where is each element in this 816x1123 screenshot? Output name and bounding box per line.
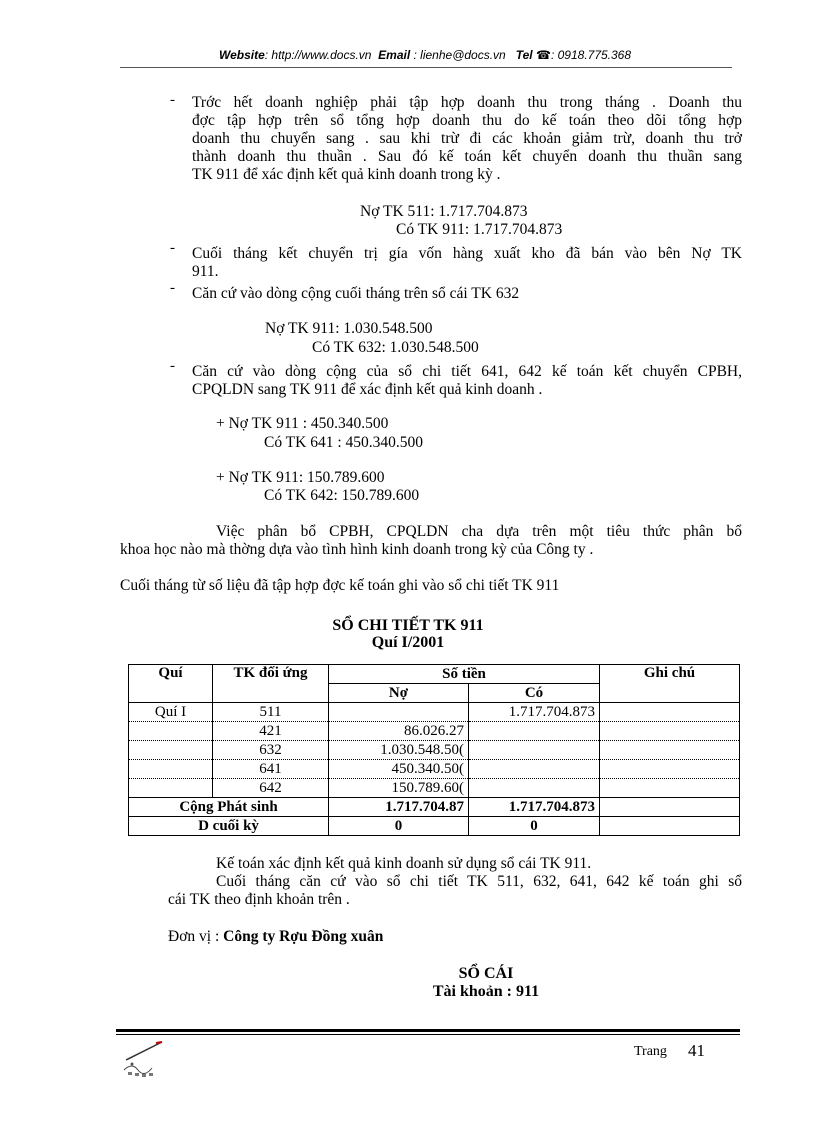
entry-3-credit: Có TK 641 : 450.340.500 bbox=[264, 434, 424, 451]
total-row bbox=[129, 798, 740, 817]
phone-icon: ☎ bbox=[536, 48, 551, 62]
bullet-2: Cuối tháng kết chuyển trị gía vốn hàng xuất kho đã bán vào bên Nợ TK 911. bbox=[192, 245, 742, 280]
unit-label: Đơn vị : bbox=[168, 928, 220, 945]
header-divider bbox=[120, 67, 732, 68]
table-row: 642 150.789.60( bbox=[129, 779, 740, 798]
tel-label: Tel bbox=[515, 48, 533, 62]
email-label: Email bbox=[378, 48, 411, 62]
entry-4-debit: + Nợ TK 911: 150.789.600 bbox=[216, 469, 385, 486]
table-row: 641 450.340.50( bbox=[129, 760, 740, 779]
ledger-table-tk911 bbox=[128, 664, 740, 836]
table-row: Quí I 511 1.717.704.873 bbox=[129, 703, 740, 722]
bullet-3: Căn cứ vào dòng cộng cuối tháng trên sổ cái TK 632 bbox=[192, 285, 520, 302]
entry-3-debit: + Nợ TK 911 : 450.340.500 bbox=[216, 415, 389, 432]
col-header-sotien: Số tiền bbox=[329, 665, 600, 684]
paragraph-posting: Cuối tháng căn cứ vào sổ chi tiết TK 511, 632, 641, 642 kế toán ghi sổ cái TK theo định khoản trên . bbox=[168, 873, 742, 908]
paragraph-ledger-usage: Kế toán xác định kết quả kinh doanh sử dụng sổ cái TK 911. bbox=[216, 855, 592, 872]
unit-value: Công ty Rợu Đồng xuân bbox=[223, 928, 384, 945]
col-header-ghichu: Ghi chú bbox=[600, 665, 740, 703]
ledger-title: SỔ CHI TIẾT TK 911 bbox=[332, 617, 484, 634]
bullet-dash: - bbox=[170, 240, 175, 256]
paragraph-month-end: Cuối tháng từ số liệu đã tập hợp đợc kế toán ghi vào sổ chi tiết TK 911 bbox=[120, 577, 560, 594]
entry-2-debit: Nợ TK 911: 1.030.548.500 bbox=[265, 320, 433, 337]
footer-page-label: Trang bbox=[634, 1044, 667, 1059]
col-header-co: Có bbox=[469, 684, 600, 703]
total-co: 1.717.704.873 bbox=[469, 798, 600, 817]
entry-1-debit: Nợ TK 511: 1.717.704.873 bbox=[360, 203, 528, 220]
website-value: : http://www.docs.vn bbox=[264, 48, 372, 62]
website-label: Website bbox=[218, 48, 265, 62]
bullet-dash: - bbox=[170, 280, 175, 296]
entry-4-credit: Có TK 642: 150.789.600 bbox=[264, 487, 420, 504]
entry-2-credit: Có TK 632: 1.030.548.500 bbox=[312, 339, 479, 356]
col-header-tk: TK đối ứng bbox=[213, 665, 329, 703]
total-no: 1.717.704.87 bbox=[329, 798, 469, 817]
page-header bbox=[120, 48, 730, 62]
email-value: : lienhe@docs.vn bbox=[413, 48, 506, 62]
socai-title: SỔ CÁI bbox=[458, 965, 514, 982]
bullet-dash: - bbox=[170, 358, 175, 374]
tel-value: : 0918.775.368 bbox=[550, 48, 632, 62]
closing-balance-row bbox=[129, 817, 740, 836]
bullet-1: Trớc hết doanh nghiệp phải tập hợp doanh thu trong tháng . Doanh thu đợc tập hợp trên sổ tổng hợp doanh thu do kế toán theo dõi tổng hợp doanh thu chuyển sang . sau khi trừ đi các khoản giảm trừ, doanh thu trở thành doanh thu thuần . Sau đó kế toán kết chuyển doanh thu thuần sang TK 911 để xác định kết quả kinh doanh trong kỳ . bbox=[192, 94, 742, 183]
entry-1-credit: Có TK 911: 1.717.704.873 bbox=[396, 221, 563, 238]
paragraph-allocation: Việc phân bổ CPBH, CPQLDN cha dựa trên một tiêu thức phân bổ khoa học nào mà thờng dựa vào tình hình kinh doanh trong kỳ của Công ty . bbox=[120, 523, 742, 558]
footer-divider-thin bbox=[116, 1034, 740, 1035]
col-header-qui: Quí bbox=[129, 665, 213, 703]
writing-logo-icon bbox=[118, 1040, 166, 1082]
total-label: Cộng Phát sinh bbox=[129, 798, 329, 817]
unit-line bbox=[168, 928, 383, 946]
closing-co: 0 bbox=[469, 817, 600, 836]
bullet-dash: - bbox=[170, 92, 175, 108]
col-header-no: Nợ bbox=[329, 684, 469, 703]
bullet-4: Căn cứ vào dòng cộng của sổ chi tiết 641, 642 kế toán kết chuyển CPBH, CPQLDN sang TK 911 để xác định kết quả kinh doanh . bbox=[192, 363, 742, 398]
closing-label: D cuối kỳ bbox=[129, 817, 329, 836]
closing-no: 0 bbox=[329, 817, 469, 836]
table-row: 632 1.030.548.50( bbox=[129, 741, 740, 760]
footer-divider bbox=[116, 1029, 740, 1032]
table-row: 421 86.026.27 bbox=[129, 722, 740, 741]
ledger-subtitle: Quí I/2001 bbox=[371, 634, 445, 651]
socai-subtitle: Tài khoản : 911 bbox=[432, 983, 540, 1000]
footer-page-number: 41 bbox=[688, 1041, 705, 1060]
